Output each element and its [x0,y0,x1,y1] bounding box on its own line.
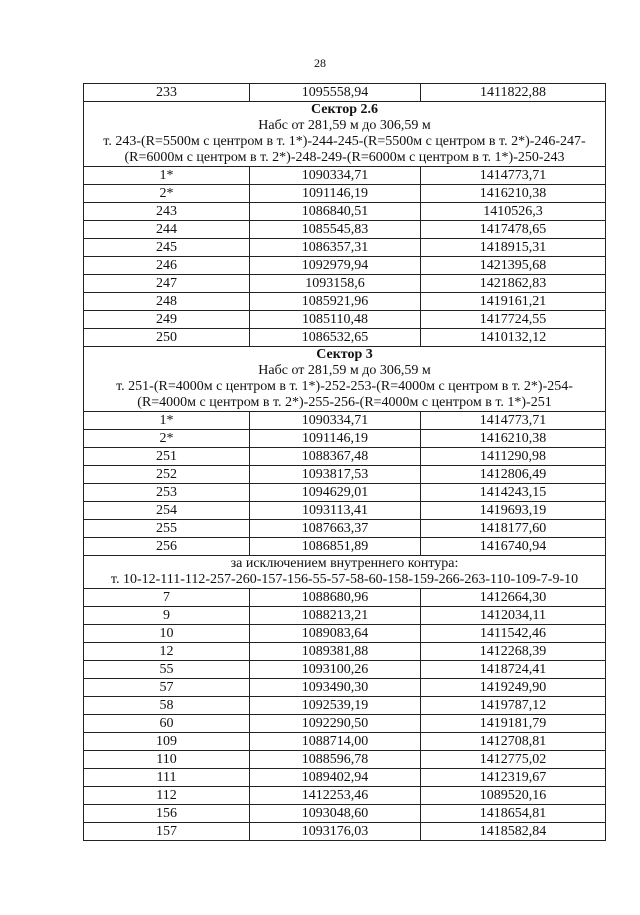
x-coordinate-cell: 1088714,00 [250,733,421,751]
table-row [84,448,606,466]
x-coordinate-cell: 1088680,96 [250,589,421,607]
y-coordinate-cell: 1410526,3 [421,203,606,221]
x-coordinate-cell: 1093158,6 [250,275,421,293]
table-row [84,185,606,203]
x-coordinate-cell: 1089381,88 [250,643,421,661]
point-id-cell: 251 [84,448,250,466]
table-row [84,502,606,520]
y-coordinate-cell: 1419181,79 [421,715,606,733]
point-id-cell: 253 [84,484,250,502]
y-coordinate-cell: 1414243,15 [421,484,606,502]
point-id-cell: 110 [84,751,250,769]
table-row [84,293,606,311]
y-coordinate-cell: 1416210,38 [421,430,606,448]
table-row [84,430,606,448]
y-coordinate-cell: 1412664,30 [421,589,606,607]
y-coordinate-cell: 1418654,81 [421,805,606,823]
sector-header-cell [84,102,606,167]
x-coordinate-cell: 1095558,94 [250,84,421,102]
sector-header-cell [84,347,606,412]
y-coordinate-cell: 1416740,94 [421,538,606,556]
sector-description-line: (R=6000м с центром в т. 2*)-248-249-(R=6000м с центром в т. 1*)-250-243 [124,150,565,165]
y-coordinate-cell: 1411290,98 [421,448,606,466]
x-coordinate-cell: 1089402,94 [250,769,421,787]
table-row [84,538,606,556]
x-coordinate-cell: 1085921,96 [250,293,421,311]
x-coordinate-cell: 1093100,26 [250,661,421,679]
point-id-cell: 7 [84,589,250,607]
x-coordinate-cell: 1093817,53 [250,466,421,484]
y-coordinate-cell: 1419693,19 [421,502,606,520]
point-id-cell: 112 [84,787,250,805]
y-coordinate-cell: 1410132,12 [421,329,606,347]
y-coordinate-cell: 1418915,31 [421,239,606,257]
y-coordinate-cell: 1418724,41 [421,661,606,679]
sector-description-line: т. 251-(R=4000м с центром в т. 1*)-252-253-(R=4000м с центром в т. 2*)-254- [116,379,573,394]
point-id-cell: 254 [84,502,250,520]
x-coordinate-cell: 1091146,19 [250,430,421,448]
table-row [84,84,606,102]
point-id-cell: 249 [84,311,250,329]
point-id-cell: 255 [84,520,250,538]
point-id-cell: 1* [84,412,250,430]
sector-height-range: Набс от 281,59 м до 306,59 м [258,363,431,378]
y-coordinate-cell: 1419161,21 [421,293,606,311]
table-row [84,715,606,733]
table-row [84,643,606,661]
sector-height-range: Набс от 281,59 м до 306,59 м [258,118,431,133]
x-coordinate-cell: 1088213,21 [250,607,421,625]
table-row [84,275,606,293]
sector-description-line: (R=4000м с центром в т. 2*)-255-256-(R=4000м с центром в т. 1*)-251 [137,395,552,410]
table-row [84,679,606,697]
table-row [84,769,606,787]
table-row [84,484,606,502]
y-coordinate-cell: 1419249,90 [421,679,606,697]
table-row [84,697,606,715]
point-id-cell: 109 [84,733,250,751]
x-coordinate-cell: 1092539,19 [250,697,421,715]
x-coordinate-cell: 1093490,30 [250,679,421,697]
x-coordinate-cell: 1088367,48 [250,448,421,466]
page-number: 28 [314,56,326,70]
y-coordinate-cell: 1412806,49 [421,466,606,484]
table-row [84,733,606,751]
y-coordinate-cell: 1412708,81 [421,733,606,751]
table-row [84,625,606,643]
point-id-cell: 57 [84,679,250,697]
point-id-cell: 55 [84,661,250,679]
x-coordinate-cell: 1089083,64 [250,625,421,643]
point-id-cell: 58 [84,697,250,715]
table-row [84,311,606,329]
point-id-cell: 248 [84,293,250,311]
point-id-cell: 2* [84,185,250,203]
point-id-cell: 157 [84,823,250,841]
y-coordinate-cell: 1089520,16 [421,787,606,805]
x-coordinate-cell: 1092979,94 [250,257,421,275]
x-coordinate-cell: 1091146,19 [250,185,421,203]
point-id-cell: 10 [84,625,250,643]
x-coordinate-cell: 1090334,71 [250,412,421,430]
y-coordinate-cell: 1412268,39 [421,643,606,661]
table-row [84,823,606,841]
x-coordinate-cell: 1086840,51 [250,203,421,221]
point-id-cell: 60 [84,715,250,733]
point-id-cell: 256 [84,538,250,556]
point-id-cell: 246 [84,257,250,275]
y-coordinate-cell: 1417724,55 [421,311,606,329]
x-coordinate-cell: 1412253,46 [250,787,421,805]
point-id-cell: 2* [84,430,250,448]
point-id-cell: 247 [84,275,250,293]
inner-contour-points: т. 10-12-111-112-257-260-157-156-55-57-58-60-158-159-266-263-110-109-7-9-10 [110,572,579,587]
x-coordinate-cell: 1093048,60 [250,805,421,823]
y-coordinate-cell: 1412775,02 [421,751,606,769]
point-id-cell: 243 [84,203,250,221]
coordinates-table-body [84,84,606,841]
sector-title: Сектор 3 [316,347,373,362]
y-coordinate-cell: 1417478,65 [421,221,606,239]
x-coordinate-cell: 1086357,31 [250,239,421,257]
sector-header-row [84,102,606,167]
x-coordinate-cell: 1090334,71 [250,167,421,185]
point-id-cell: 250 [84,329,250,347]
point-id-cell: 245 [84,239,250,257]
table-row [84,589,606,607]
x-coordinate-cell: 1094629,01 [250,484,421,502]
x-coordinate-cell: 1085110,48 [250,311,421,329]
point-id-cell: 233 [84,84,250,102]
x-coordinate-cell: 1092290,50 [250,715,421,733]
x-coordinate-cell: 1086851,89 [250,538,421,556]
point-id-cell: 244 [84,221,250,239]
inner-contour-header-cell [84,556,606,589]
table-row [84,466,606,484]
x-coordinate-cell: 1087663,37 [250,520,421,538]
point-id-cell: 9 [84,607,250,625]
y-coordinate-cell: 1411542,46 [421,625,606,643]
table-row [84,329,606,347]
coordinates-table [83,83,606,841]
sector-description-line: т. 243-(R=5500м с центром в т. 1*)-244-245-(R=5500м с центром в т. 2*)-246-247- [103,134,586,149]
table-row [84,239,606,257]
y-coordinate-cell: 1412319,67 [421,769,606,787]
x-coordinate-cell: 1093113,41 [250,502,421,520]
table-row [84,661,606,679]
y-coordinate-cell: 1414773,71 [421,167,606,185]
point-id-cell: 156 [84,805,250,823]
sector-header-row [84,347,606,412]
y-coordinate-cell: 1414773,71 [421,412,606,430]
y-coordinate-cell: 1418582,84 [421,823,606,841]
y-coordinate-cell: 1416210,38 [421,185,606,203]
y-coordinate-cell: 1411822,88 [421,84,606,102]
table-row [84,221,606,239]
x-coordinate-cell: 1088596,78 [250,751,421,769]
x-coordinate-cell: 1085545,83 [250,221,421,239]
x-coordinate-cell: 1093176,03 [250,823,421,841]
point-id-cell: 111 [84,769,250,787]
table-row [84,787,606,805]
table-row [84,412,606,430]
y-coordinate-cell: 1421395,68 [421,257,606,275]
table-row [84,167,606,185]
table-row [84,203,606,221]
y-coordinate-cell: 1412034,11 [421,607,606,625]
point-id-cell: 1* [84,167,250,185]
y-coordinate-cell: 1419787,12 [421,697,606,715]
inner-contour-header-row [84,556,606,589]
sector-title: Сектор 2.6 [310,102,379,117]
point-id-cell: 12 [84,643,250,661]
point-id-cell: 252 [84,466,250,484]
table-row [84,257,606,275]
inner-contour-caption: за исключением внутреннего контура: [230,556,459,571]
table-row [84,805,606,823]
table-row [84,520,606,538]
y-coordinate-cell: 1421862,83 [421,275,606,293]
table-row [84,751,606,769]
y-coordinate-cell: 1418177,60 [421,520,606,538]
x-coordinate-cell: 1086532,65 [250,329,421,347]
table-row [84,607,606,625]
